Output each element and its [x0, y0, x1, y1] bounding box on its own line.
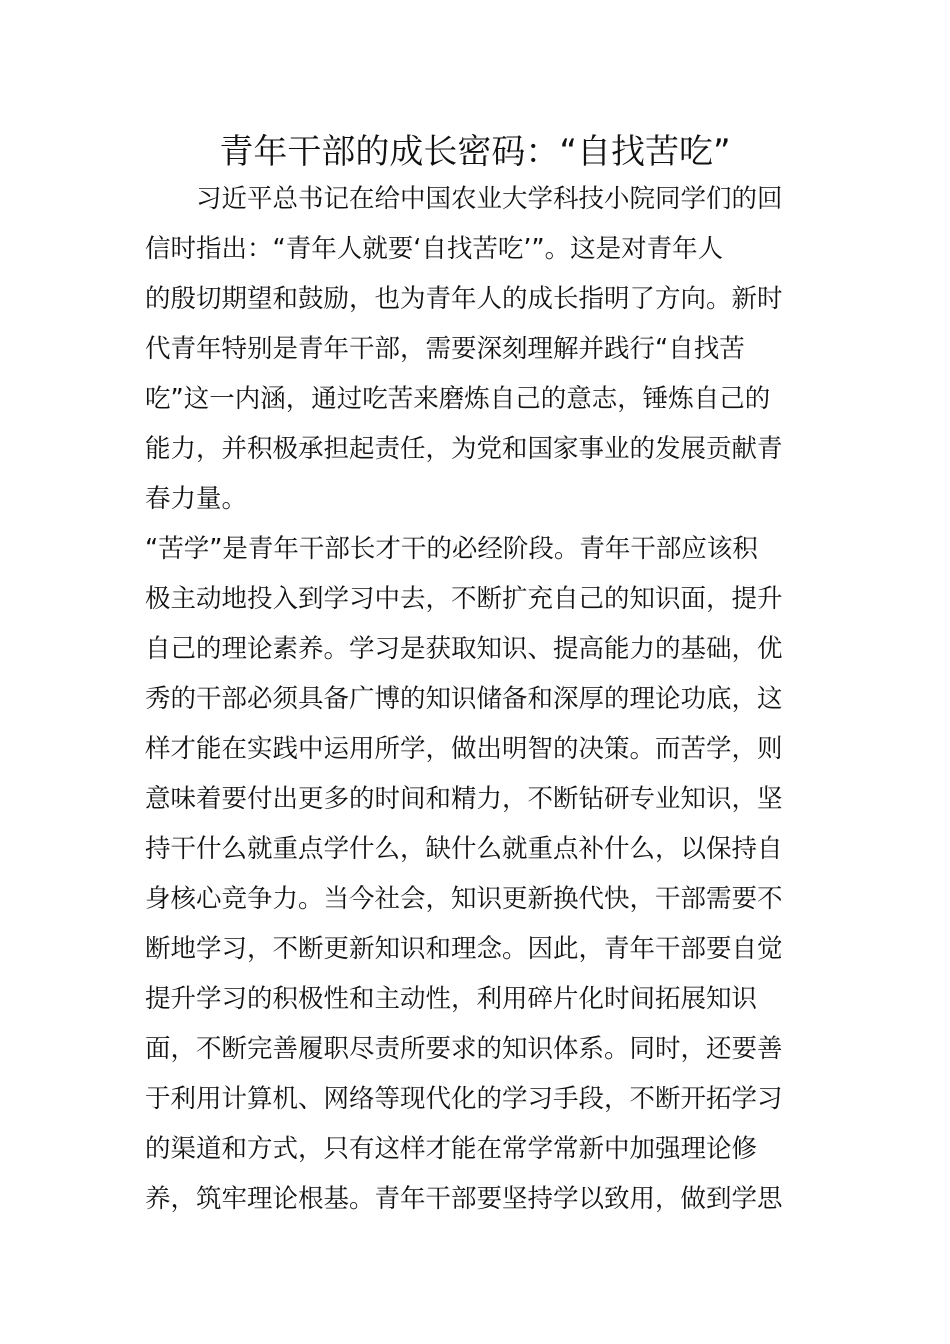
body-line: 意味着要付出更多的时间和精力，不断钻研专业知识，坚: [145, 784, 783, 814]
document-title: 青年干部的成长密码：“自找苦吃”: [219, 132, 731, 172]
body-line: 习近平总书记在给中国农业大学科技小院同学们的回: [145, 184, 783, 214]
body-line: 于利用计算机、网络等现代化的学习手段，不断开拓学习: [145, 1084, 783, 1114]
body-line: 持干什么就重点学什么，缺什么就重点补什么，以保持自: [145, 834, 783, 864]
body-line: 秀的干部必须具备广博的知识储备和深厚的理论功底，这: [145, 684, 783, 714]
body-line: 极主动地投入到学习中去，不断扩充自己的知识面，提升: [145, 584, 783, 614]
body-line: 代青年特别是青年干部，需要深刻理解并践行“自找苦: [145, 334, 745, 364]
body-line: 提升学习的积极性和主动性，利用碎片化时间拓展知识: [145, 984, 758, 1014]
body-line: 样才能在实践中运用所学，做出明智的决策。而苦学，则: [145, 734, 783, 764]
body-line: 自己的理论素养。学习是获取知识、提高能力的基础，优: [145, 634, 783, 664]
body-line: 断地学习，不断更新知识和理念。因此，青年干部要自觉: [145, 934, 783, 964]
body-line: 能力，并积极承担起责任，为党和国家事业的发展贡献青: [145, 434, 783, 464]
body-line: “苦学”是青年干部长才干的必经阶段。青年干部应该积: [145, 534, 758, 564]
body-line: 的殷切期望和鼓励，也为青年人的成长指明了方向。新时: [145, 284, 783, 314]
body-line: 养，筑牢理论根基。青年干部要坚持学以致用，做到学思: [145, 1184, 783, 1214]
body-line: 吃”这一内涵，通过吃苦来磨炼自己的意志，锤炼自己的: [145, 384, 771, 414]
body-line: 面，不断完善履职尽责所要求的知识体系。同时，还要善: [145, 1034, 783, 1064]
body-line: 身核心竞争力。当今社会，知识更新换代快，干部需要不: [145, 884, 783, 914]
body-line: 信时指出：“青年人就要‘自找苦吃’”。这是对青年人: [145, 234, 724, 264]
body-line: 的渠道和方式，只有这样才能在常学常新中加强理论修: [145, 1134, 758, 1164]
body-line: 春力量。: [145, 484, 248, 514]
